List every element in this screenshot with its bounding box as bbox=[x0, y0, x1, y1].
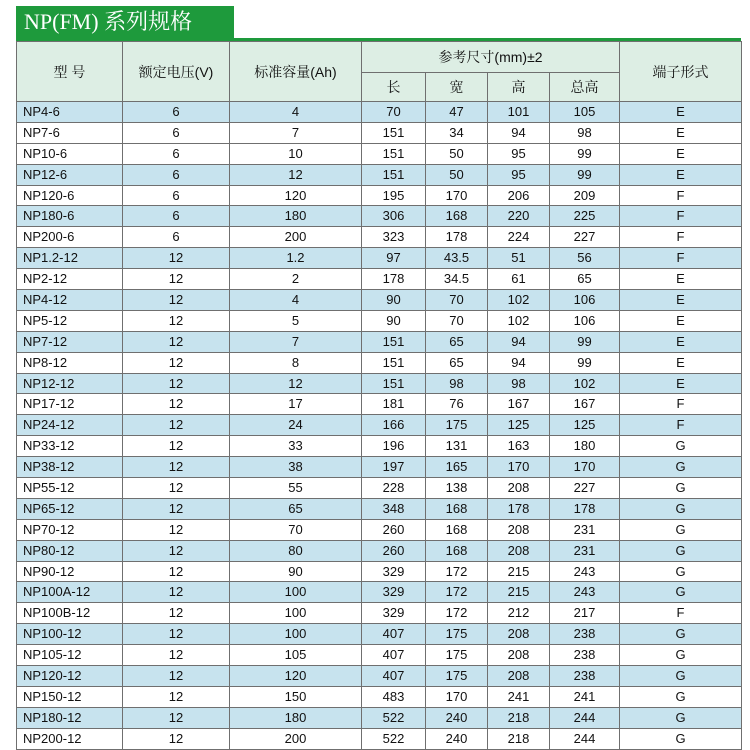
cell-voltage: 12 bbox=[123, 248, 230, 269]
cell-total-height: 65 bbox=[550, 269, 620, 290]
cell-width: 172 bbox=[426, 582, 488, 603]
cell-width: 47 bbox=[426, 102, 488, 123]
table-row bbox=[17, 707, 742, 728]
cell-model: NP55-12 bbox=[17, 478, 123, 499]
cell-terminal: G bbox=[620, 707, 742, 728]
table-row bbox=[17, 728, 742, 749]
cell-voltage: 12 bbox=[123, 269, 230, 290]
cell-height: 208 bbox=[488, 478, 550, 499]
header-model: 型 号 bbox=[17, 42, 123, 102]
cell-total-height: 244 bbox=[550, 728, 620, 749]
cell-width: 175 bbox=[426, 645, 488, 666]
table-row bbox=[17, 290, 742, 311]
header-length: 长 bbox=[362, 73, 426, 102]
cell-total-height: 209 bbox=[550, 185, 620, 206]
cell-length: 90 bbox=[362, 310, 426, 331]
cell-total-height: 225 bbox=[550, 206, 620, 227]
cell-width: 70 bbox=[426, 310, 488, 331]
cell-length: 348 bbox=[362, 498, 426, 519]
cell-terminal: G bbox=[620, 478, 742, 499]
cell-model: NP17-12 bbox=[17, 394, 123, 415]
cell-capacity: 80 bbox=[230, 540, 362, 561]
cell-model: NP90-12 bbox=[17, 561, 123, 582]
cell-terminal: F bbox=[620, 206, 742, 227]
cell-model: NP38-12 bbox=[17, 457, 123, 478]
cell-length: 151 bbox=[362, 331, 426, 352]
header-terminal: 端子形式 bbox=[620, 42, 742, 102]
cell-height: 206 bbox=[488, 185, 550, 206]
table-row bbox=[17, 457, 742, 478]
cell-width: 43.5 bbox=[426, 248, 488, 269]
cell-total-height: 102 bbox=[550, 373, 620, 394]
cell-voltage: 12 bbox=[123, 686, 230, 707]
cell-voltage: 6 bbox=[123, 102, 230, 123]
cell-voltage: 6 bbox=[123, 206, 230, 227]
table-row bbox=[17, 540, 742, 561]
table-row bbox=[17, 373, 742, 394]
table-body bbox=[17, 102, 742, 750]
cell-height: 218 bbox=[488, 728, 550, 749]
cell-height: 220 bbox=[488, 206, 550, 227]
cell-model: NP105-12 bbox=[17, 645, 123, 666]
cell-length: 151 bbox=[362, 352, 426, 373]
cell-model: NP150-12 bbox=[17, 686, 123, 707]
cell-total-height: 227 bbox=[550, 227, 620, 248]
cell-width: 175 bbox=[426, 624, 488, 645]
cell-model: NP120-6 bbox=[17, 185, 123, 206]
cell-length: 228 bbox=[362, 478, 426, 499]
cell-voltage: 6 bbox=[123, 227, 230, 248]
cell-total-height: 167 bbox=[550, 394, 620, 415]
table-row bbox=[17, 227, 742, 248]
cell-terminal: E bbox=[620, 102, 742, 123]
cell-capacity: 55 bbox=[230, 478, 362, 499]
cell-height: 101 bbox=[488, 102, 550, 123]
cell-voltage: 12 bbox=[123, 415, 230, 436]
cell-height: 218 bbox=[488, 707, 550, 728]
cell-total-height: 106 bbox=[550, 310, 620, 331]
cell-voltage: 12 bbox=[123, 519, 230, 540]
cell-terminal: G bbox=[620, 436, 742, 457]
cell-capacity: 8 bbox=[230, 352, 362, 373]
cell-terminal: E bbox=[620, 122, 742, 143]
cell-terminal: G bbox=[620, 582, 742, 603]
cell-capacity: 7 bbox=[230, 122, 362, 143]
cell-length: 407 bbox=[362, 666, 426, 687]
cell-terminal: G bbox=[620, 666, 742, 687]
cell-voltage: 12 bbox=[123, 457, 230, 478]
table-row bbox=[17, 164, 742, 185]
cell-length: 522 bbox=[362, 707, 426, 728]
header-dimensions: 参考尺寸(mm)±2 bbox=[362, 42, 620, 73]
cell-model: NP1.2-12 bbox=[17, 248, 123, 269]
cell-height: 241 bbox=[488, 686, 550, 707]
cell-length: 483 bbox=[362, 686, 426, 707]
cell-voltage: 12 bbox=[123, 603, 230, 624]
cell-model: NP7-12 bbox=[17, 331, 123, 352]
cell-length: 90 bbox=[362, 290, 426, 311]
cell-terminal: E bbox=[620, 143, 742, 164]
cell-total-height: 106 bbox=[550, 290, 620, 311]
cell-terminal: E bbox=[620, 290, 742, 311]
cell-width: 138 bbox=[426, 478, 488, 499]
cell-width: 65 bbox=[426, 331, 488, 352]
table-row bbox=[17, 478, 742, 499]
table-row bbox=[17, 582, 742, 603]
cell-length: 197 bbox=[362, 457, 426, 478]
cell-capacity: 1.2 bbox=[230, 248, 362, 269]
cell-voltage: 12 bbox=[123, 290, 230, 311]
cell-total-height: 98 bbox=[550, 122, 620, 143]
cell-length: 329 bbox=[362, 582, 426, 603]
cell-width: 34 bbox=[426, 122, 488, 143]
cell-voltage: 12 bbox=[123, 707, 230, 728]
cell-capacity: 200 bbox=[230, 227, 362, 248]
cell-voltage: 12 bbox=[123, 498, 230, 519]
cell-length: 329 bbox=[362, 603, 426, 624]
cell-width: 240 bbox=[426, 728, 488, 749]
table-row bbox=[17, 248, 742, 269]
table-header bbox=[17, 42, 742, 102]
cell-height: 94 bbox=[488, 122, 550, 143]
cell-length: 151 bbox=[362, 143, 426, 164]
cell-terminal: E bbox=[620, 164, 742, 185]
cell-height: 178 bbox=[488, 498, 550, 519]
cell-length: 151 bbox=[362, 164, 426, 185]
cell-terminal: G bbox=[620, 624, 742, 645]
header-width: 宽 bbox=[426, 73, 488, 102]
cell-terminal: F bbox=[620, 227, 742, 248]
cell-total-height: 180 bbox=[550, 436, 620, 457]
cell-width: 168 bbox=[426, 540, 488, 561]
cell-width: 175 bbox=[426, 666, 488, 687]
table-row bbox=[17, 498, 742, 519]
cell-height: 215 bbox=[488, 582, 550, 603]
cell-model: NP10-6 bbox=[17, 143, 123, 164]
cell-voltage: 12 bbox=[123, 666, 230, 687]
cell-capacity: 4 bbox=[230, 290, 362, 311]
cell-width: 98 bbox=[426, 373, 488, 394]
cell-width: 168 bbox=[426, 206, 488, 227]
cell-length: 260 bbox=[362, 540, 426, 561]
cell-capacity: 7 bbox=[230, 331, 362, 352]
cell-capacity: 100 bbox=[230, 624, 362, 645]
table-row bbox=[17, 624, 742, 645]
cell-height: 212 bbox=[488, 603, 550, 624]
cell-voltage: 12 bbox=[123, 624, 230, 645]
cell-total-height: 243 bbox=[550, 582, 620, 603]
table-row bbox=[17, 561, 742, 582]
cell-model: NP180-12 bbox=[17, 707, 123, 728]
cell-total-height: 243 bbox=[550, 561, 620, 582]
cell-capacity: 12 bbox=[230, 373, 362, 394]
table-row bbox=[17, 310, 742, 331]
cell-width: 170 bbox=[426, 686, 488, 707]
cell-height: 94 bbox=[488, 352, 550, 373]
cell-total-height: 238 bbox=[550, 645, 620, 666]
cell-total-height: 56 bbox=[550, 248, 620, 269]
cell-terminal: G bbox=[620, 561, 742, 582]
cell-voltage: 12 bbox=[123, 436, 230, 457]
table-row bbox=[17, 122, 742, 143]
cell-length: 306 bbox=[362, 206, 426, 227]
cell-total-height: 178 bbox=[550, 498, 620, 519]
table-row bbox=[17, 185, 742, 206]
cell-length: 407 bbox=[362, 645, 426, 666]
cell-voltage: 6 bbox=[123, 164, 230, 185]
cell-height: 102 bbox=[488, 310, 550, 331]
cell-voltage: 12 bbox=[123, 394, 230, 415]
cell-total-height: 241 bbox=[550, 686, 620, 707]
cell-voltage: 12 bbox=[123, 728, 230, 749]
cell-length: 196 bbox=[362, 436, 426, 457]
cell-total-height: 99 bbox=[550, 164, 620, 185]
cell-capacity: 70 bbox=[230, 519, 362, 540]
cell-length: 195 bbox=[362, 185, 426, 206]
cell-height: 224 bbox=[488, 227, 550, 248]
cell-total-height: 125 bbox=[550, 415, 620, 436]
cell-voltage: 12 bbox=[123, 352, 230, 373]
cell-terminal: G bbox=[620, 519, 742, 540]
cell-length: 178 bbox=[362, 269, 426, 290]
cell-total-height: 170 bbox=[550, 457, 620, 478]
cell-height: 163 bbox=[488, 436, 550, 457]
cell-width: 131 bbox=[426, 436, 488, 457]
cell-terminal: F bbox=[620, 394, 742, 415]
cell-length: 329 bbox=[362, 561, 426, 582]
cell-height: 208 bbox=[488, 540, 550, 561]
cell-model: NP12-6 bbox=[17, 164, 123, 185]
cell-model: NP120-12 bbox=[17, 666, 123, 687]
cell-capacity: 33 bbox=[230, 436, 362, 457]
cell-voltage: 12 bbox=[123, 582, 230, 603]
cell-capacity: 4 bbox=[230, 102, 362, 123]
cell-voltage: 6 bbox=[123, 122, 230, 143]
cell-total-height: 244 bbox=[550, 707, 620, 728]
cell-height: 95 bbox=[488, 164, 550, 185]
cell-voltage: 12 bbox=[123, 331, 230, 352]
cell-capacity: 2 bbox=[230, 269, 362, 290]
table-row bbox=[17, 603, 742, 624]
table-row bbox=[17, 436, 742, 457]
table-row bbox=[17, 415, 742, 436]
cell-capacity: 100 bbox=[230, 582, 362, 603]
cell-terminal: E bbox=[620, 269, 742, 290]
cell-capacity: 24 bbox=[230, 415, 362, 436]
cell-width: 65 bbox=[426, 352, 488, 373]
cell-width: 178 bbox=[426, 227, 488, 248]
cell-height: 98 bbox=[488, 373, 550, 394]
cell-model: NP200-6 bbox=[17, 227, 123, 248]
cell-length: 151 bbox=[362, 122, 426, 143]
cell-model: NP33-12 bbox=[17, 436, 123, 457]
cell-height: 215 bbox=[488, 561, 550, 582]
table-row bbox=[17, 666, 742, 687]
cell-total-height: 99 bbox=[550, 331, 620, 352]
cell-total-height: 99 bbox=[550, 352, 620, 373]
cell-length: 97 bbox=[362, 248, 426, 269]
cell-height: 170 bbox=[488, 457, 550, 478]
cell-width: 50 bbox=[426, 164, 488, 185]
cell-model: NP2-12 bbox=[17, 269, 123, 290]
table-row bbox=[17, 269, 742, 290]
cell-height: 51 bbox=[488, 248, 550, 269]
cell-total-height: 238 bbox=[550, 624, 620, 645]
cell-model: NP100A-12 bbox=[17, 582, 123, 603]
cell-voltage: 6 bbox=[123, 185, 230, 206]
cell-model: NP7-6 bbox=[17, 122, 123, 143]
cell-width: 34.5 bbox=[426, 269, 488, 290]
cell-length: 70 bbox=[362, 102, 426, 123]
cell-model: NP100B-12 bbox=[17, 603, 123, 624]
header-total-height: 总高 bbox=[550, 73, 620, 102]
cell-capacity: 180 bbox=[230, 206, 362, 227]
cell-capacity: 5 bbox=[230, 310, 362, 331]
cell-terminal: G bbox=[620, 728, 742, 749]
cell-total-height: 105 bbox=[550, 102, 620, 123]
cell-length: 151 bbox=[362, 373, 426, 394]
cell-capacity: 150 bbox=[230, 686, 362, 707]
cell-width: 50 bbox=[426, 143, 488, 164]
cell-model: NP65-12 bbox=[17, 498, 123, 519]
cell-capacity: 38 bbox=[230, 457, 362, 478]
cell-length: 522 bbox=[362, 728, 426, 749]
cell-capacity: 105 bbox=[230, 645, 362, 666]
cell-width: 70 bbox=[426, 290, 488, 311]
cell-voltage: 12 bbox=[123, 310, 230, 331]
cell-model: NP8-12 bbox=[17, 352, 123, 373]
cell-total-height: 217 bbox=[550, 603, 620, 624]
cell-voltage: 12 bbox=[123, 645, 230, 666]
table-row bbox=[17, 143, 742, 164]
spec-table bbox=[16, 41, 742, 750]
cell-width: 240 bbox=[426, 707, 488, 728]
cell-terminal: E bbox=[620, 352, 742, 373]
cell-terminal: G bbox=[620, 498, 742, 519]
cell-model: NP180-6 bbox=[17, 206, 123, 227]
cell-model: NP70-12 bbox=[17, 519, 123, 540]
cell-width: 76 bbox=[426, 394, 488, 415]
cell-voltage: 12 bbox=[123, 478, 230, 499]
cell-capacity: 120 bbox=[230, 185, 362, 206]
table-row bbox=[17, 331, 742, 352]
cell-total-height: 238 bbox=[550, 666, 620, 687]
cell-width: 172 bbox=[426, 603, 488, 624]
cell-capacity: 17 bbox=[230, 394, 362, 415]
cell-width: 168 bbox=[426, 498, 488, 519]
cell-width: 172 bbox=[426, 561, 488, 582]
cell-height: 208 bbox=[488, 519, 550, 540]
table-row bbox=[17, 686, 742, 707]
cell-length: 260 bbox=[362, 519, 426, 540]
cell-height: 208 bbox=[488, 645, 550, 666]
table-row bbox=[17, 102, 742, 123]
cell-terminal: E bbox=[620, 310, 742, 331]
cell-terminal: F bbox=[620, 415, 742, 436]
cell-model: NP200-12 bbox=[17, 728, 123, 749]
cell-voltage: 12 bbox=[123, 540, 230, 561]
cell-height: 102 bbox=[488, 290, 550, 311]
cell-capacity: 100 bbox=[230, 603, 362, 624]
cell-voltage: 6 bbox=[123, 143, 230, 164]
cell-height: 94 bbox=[488, 331, 550, 352]
table-row bbox=[17, 645, 742, 666]
cell-height: 125 bbox=[488, 415, 550, 436]
cell-width: 170 bbox=[426, 185, 488, 206]
cell-terminal: G bbox=[620, 457, 742, 478]
page-title: NP(FM) 系列规格 bbox=[16, 6, 234, 38]
cell-capacity: 12 bbox=[230, 164, 362, 185]
cell-model: NP100-12 bbox=[17, 624, 123, 645]
cell-length: 407 bbox=[362, 624, 426, 645]
cell-model: NP24-12 bbox=[17, 415, 123, 436]
cell-terminal: F bbox=[620, 248, 742, 269]
cell-length: 323 bbox=[362, 227, 426, 248]
cell-voltage: 12 bbox=[123, 561, 230, 582]
cell-terminal: E bbox=[620, 331, 742, 352]
cell-model: NP4-6 bbox=[17, 102, 123, 123]
header-height: 高 bbox=[488, 73, 550, 102]
cell-width: 165 bbox=[426, 457, 488, 478]
cell-height: 208 bbox=[488, 624, 550, 645]
header-capacity: 标准容量(Ah) bbox=[230, 42, 362, 102]
cell-model: NP12-12 bbox=[17, 373, 123, 394]
cell-height: 95 bbox=[488, 143, 550, 164]
cell-height: 208 bbox=[488, 666, 550, 687]
table-row bbox=[17, 519, 742, 540]
cell-model: NP80-12 bbox=[17, 540, 123, 561]
cell-terminal: F bbox=[620, 603, 742, 624]
cell-capacity: 200 bbox=[230, 728, 362, 749]
table-row bbox=[17, 352, 742, 373]
cell-terminal: G bbox=[620, 645, 742, 666]
cell-capacity: 65 bbox=[230, 498, 362, 519]
cell-capacity: 180 bbox=[230, 707, 362, 728]
cell-total-height: 99 bbox=[550, 143, 620, 164]
cell-capacity: 120 bbox=[230, 666, 362, 687]
cell-model: NP5-12 bbox=[17, 310, 123, 331]
cell-model: NP4-12 bbox=[17, 290, 123, 311]
cell-length: 181 bbox=[362, 394, 426, 415]
table-row bbox=[17, 394, 742, 415]
cell-terminal: G bbox=[620, 540, 742, 561]
cell-length: 166 bbox=[362, 415, 426, 436]
header-voltage: 额定电压(V) bbox=[123, 42, 230, 102]
cell-capacity: 90 bbox=[230, 561, 362, 582]
cell-voltage: 12 bbox=[123, 373, 230, 394]
cell-terminal: F bbox=[620, 185, 742, 206]
cell-total-height: 231 bbox=[550, 540, 620, 561]
cell-capacity: 10 bbox=[230, 143, 362, 164]
cell-total-height: 231 bbox=[550, 519, 620, 540]
cell-height: 61 bbox=[488, 269, 550, 290]
cell-total-height: 227 bbox=[550, 478, 620, 499]
cell-terminal: E bbox=[620, 373, 742, 394]
table-row bbox=[17, 206, 742, 227]
cell-width: 168 bbox=[426, 519, 488, 540]
cell-height: 167 bbox=[488, 394, 550, 415]
cell-width: 175 bbox=[426, 415, 488, 436]
cell-terminal: G bbox=[620, 686, 742, 707]
